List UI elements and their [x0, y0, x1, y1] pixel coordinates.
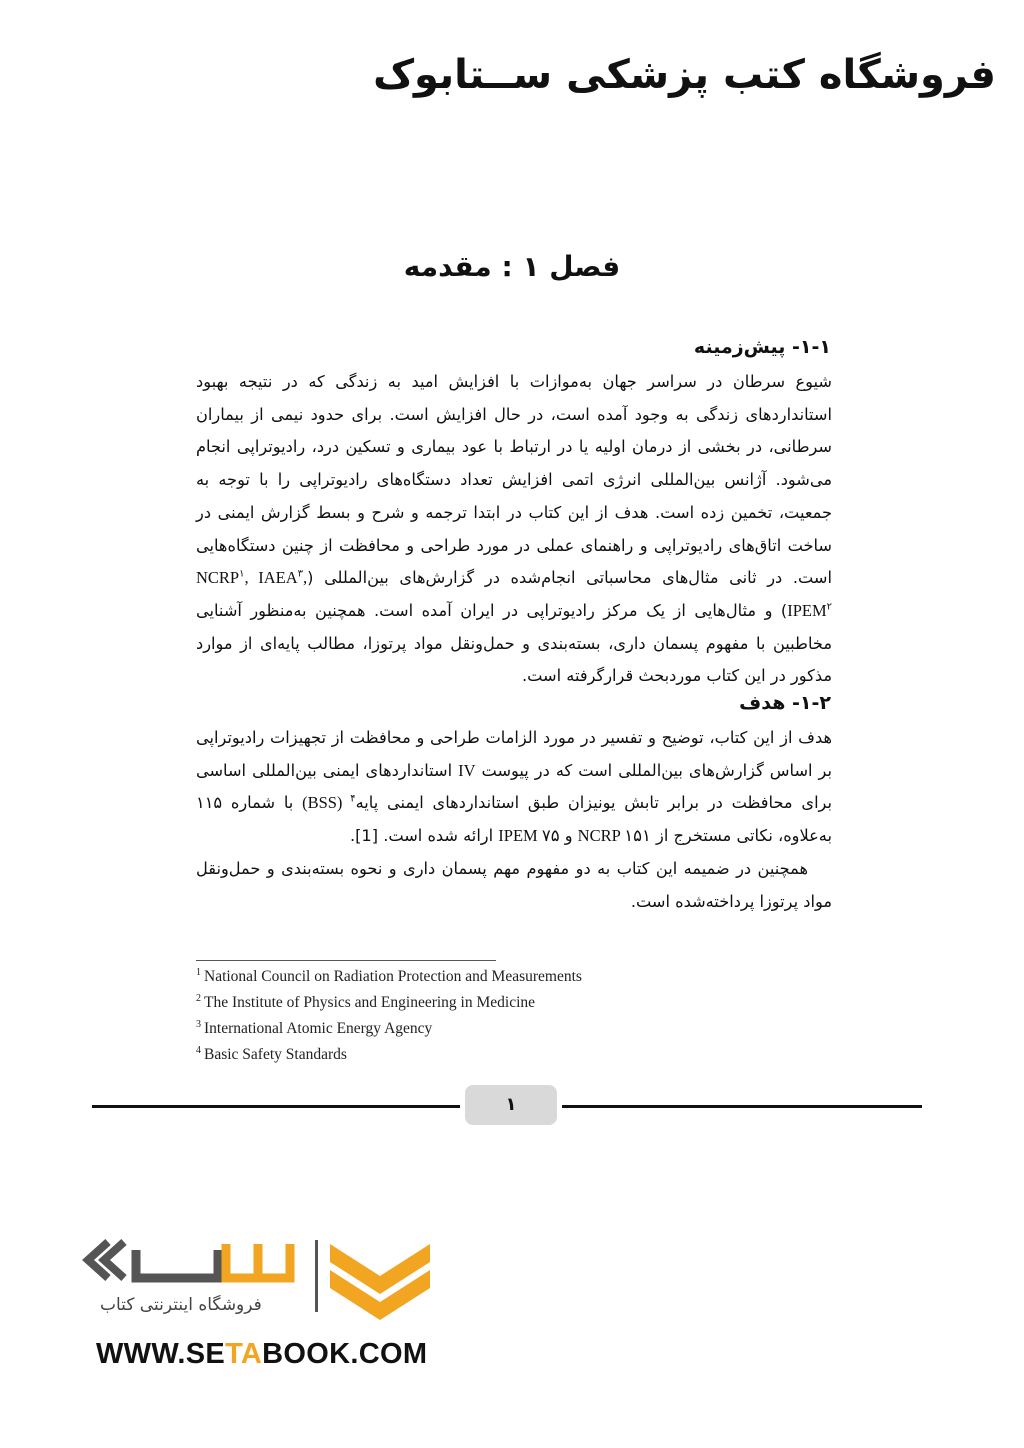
- paragraph-text: و: [559, 826, 578, 846]
- paragraph-text: شیوع سرطان در سراسر جهان به‌موازات با افزایش امید به زندگی که در نتیجه بهبود استانداردهای زندگی به وجود آمده است، در حال افزایش است. برای حدود نیمی از بیماران سرطانی، در بخشی از درمان اولیه یا در ارتباط با عود بیماری و تسکین درد، رادیوتراپی انجام می‌شود. آژانس بین‌المللی انرژی اتمی افزایش تعداد دستگاه‌های رادیوتراپی را با توجه به جمعیت، تخمین زده است. هدف از این کتاب در ابتدا ترجمه و شرح و بسط گزارش ایمنی در ساخت اتاق‌های رادیوتراپی و راهنمای عملی در مورد طراحی و محافظت از چنین دستگاه‌هایی است. در ثانی مثال‌های محاسباتی انجام‌شده در گزارش‌های بین‌المللی (: [196, 372, 832, 588]
- logo-subtitle: فروشگاه اینترنتی کتاب: [100, 1295, 262, 1315]
- paragraph-text: با شماره ۱۱۵ به‌علاوه، نکاتی مستخرج از: [196, 793, 832, 846]
- ref-ncrp: NCRP: [196, 568, 240, 588]
- ref-ncrp151: NCRP ۱۵۱: [577, 826, 651, 846]
- footnote-ref-1: ۱: [239, 568, 245, 580]
- paragraph-appendix: همچنین در ضمیمه این کتاب به دو مفهوم مهم پسمان داری و نحوه بسته‌بندی و حمل‌ونقل مواد پرتوزا پرداخته‌شده است.: [196, 859, 832, 911]
- ref-appendix-iv: IV: [458, 760, 476, 780]
- footnote-text: International Atomic Energy Agency: [204, 1020, 433, 1037]
- footnote-item: [196, 1016, 696, 1042]
- ref-bss: (BSS): [302, 793, 351, 813]
- footnote-ref-3: ۳: [297, 568, 303, 580]
- logo-url-prefix: WWW.SE: [96, 1338, 226, 1370]
- pager-line-left: [92, 1105, 460, 1108]
- ref-iaea: , IAEA: [244, 568, 298, 588]
- ref-ipem: , IPEM: [303, 568, 827, 620]
- page-number: ۱: [465, 1085, 557, 1125]
- ref-ipem75: IPEM ۷۵: [498, 826, 560, 846]
- footnotes: [196, 964, 696, 1068]
- site-header-title: فروشگاه کتب پزشکی ســتابوک: [373, 52, 996, 98]
- footnote-ref-4: ۴: [350, 794, 356, 806]
- wordmark-shape: [226, 1244, 290, 1278]
- footnote-number: 4: [196, 1044, 201, 1056]
- footnote-text: National Council on Radiation Protection and Measurements: [204, 968, 582, 985]
- pager-line-right: [562, 1105, 922, 1108]
- footnote-item: [196, 964, 696, 990]
- footnote-text: The Institute of Physics and Engineering in Medicine: [204, 994, 536, 1011]
- paragraph-text: استانداردهای ایمنی بین‌المللی اساسی برای محافظت در برابر تابش یونیزان طبق استانداردهای ایمنی پایه: [196, 760, 832, 813]
- footnote-number: 3: [196, 1018, 201, 1030]
- footnote-text: Basic Safety Standards: [204, 1046, 347, 1063]
- paragraph-background: [196, 366, 832, 693]
- paragraph-text: ارائه شده است. [1].: [349, 826, 499, 846]
- paragraph-goal: [196, 722, 832, 853]
- logo-url: [96, 1338, 427, 1371]
- footnote-item: [196, 990, 696, 1016]
- footnote-divider: [196, 960, 496, 961]
- footnote-number: 1: [196, 966, 201, 978]
- section-heading-background: ۱-۱- پیش‌زمینه: [693, 336, 831, 358]
- chapter-title: فصل ۱ : مقدمه: [403, 250, 621, 283]
- paragraph-text: هدف از این کتاب، توضیح و تفسیر در مورد الزامات طراحی و محافظت از تجهیزات رادیوتراپی بر اساس گزارش‌های بین‌المللی است که در پیوست: [196, 728, 832, 780]
- footnote-ref-2: ۲: [826, 601, 832, 613]
- footnote-item: [196, 1042, 696, 1068]
- logo-url-accent: TA: [225, 1338, 263, 1370]
- logo-url-suffix: BOOK.COM: [262, 1338, 428, 1370]
- wordmark-shape: [136, 1250, 218, 1278]
- footnote-number: 2: [196, 992, 201, 1004]
- section-heading-goal: ۱-۲- هدف: [739, 692, 831, 714]
- paragraph-text: ) و مثال‌هایی از یک مرکز رادیوتراپی در ایران آمده است. همچنین به‌منظور آشنایی مخاطبین با مفهوم پسمان داری، بسته‌بندی و حمل‌ونقل مواد پرتوزا، مطالب پایه‌ای از موارد مذکور در این کتاب موردبحث قرارگرفته است.: [196, 600, 832, 686]
- logo-divider: [315, 1240, 318, 1312]
